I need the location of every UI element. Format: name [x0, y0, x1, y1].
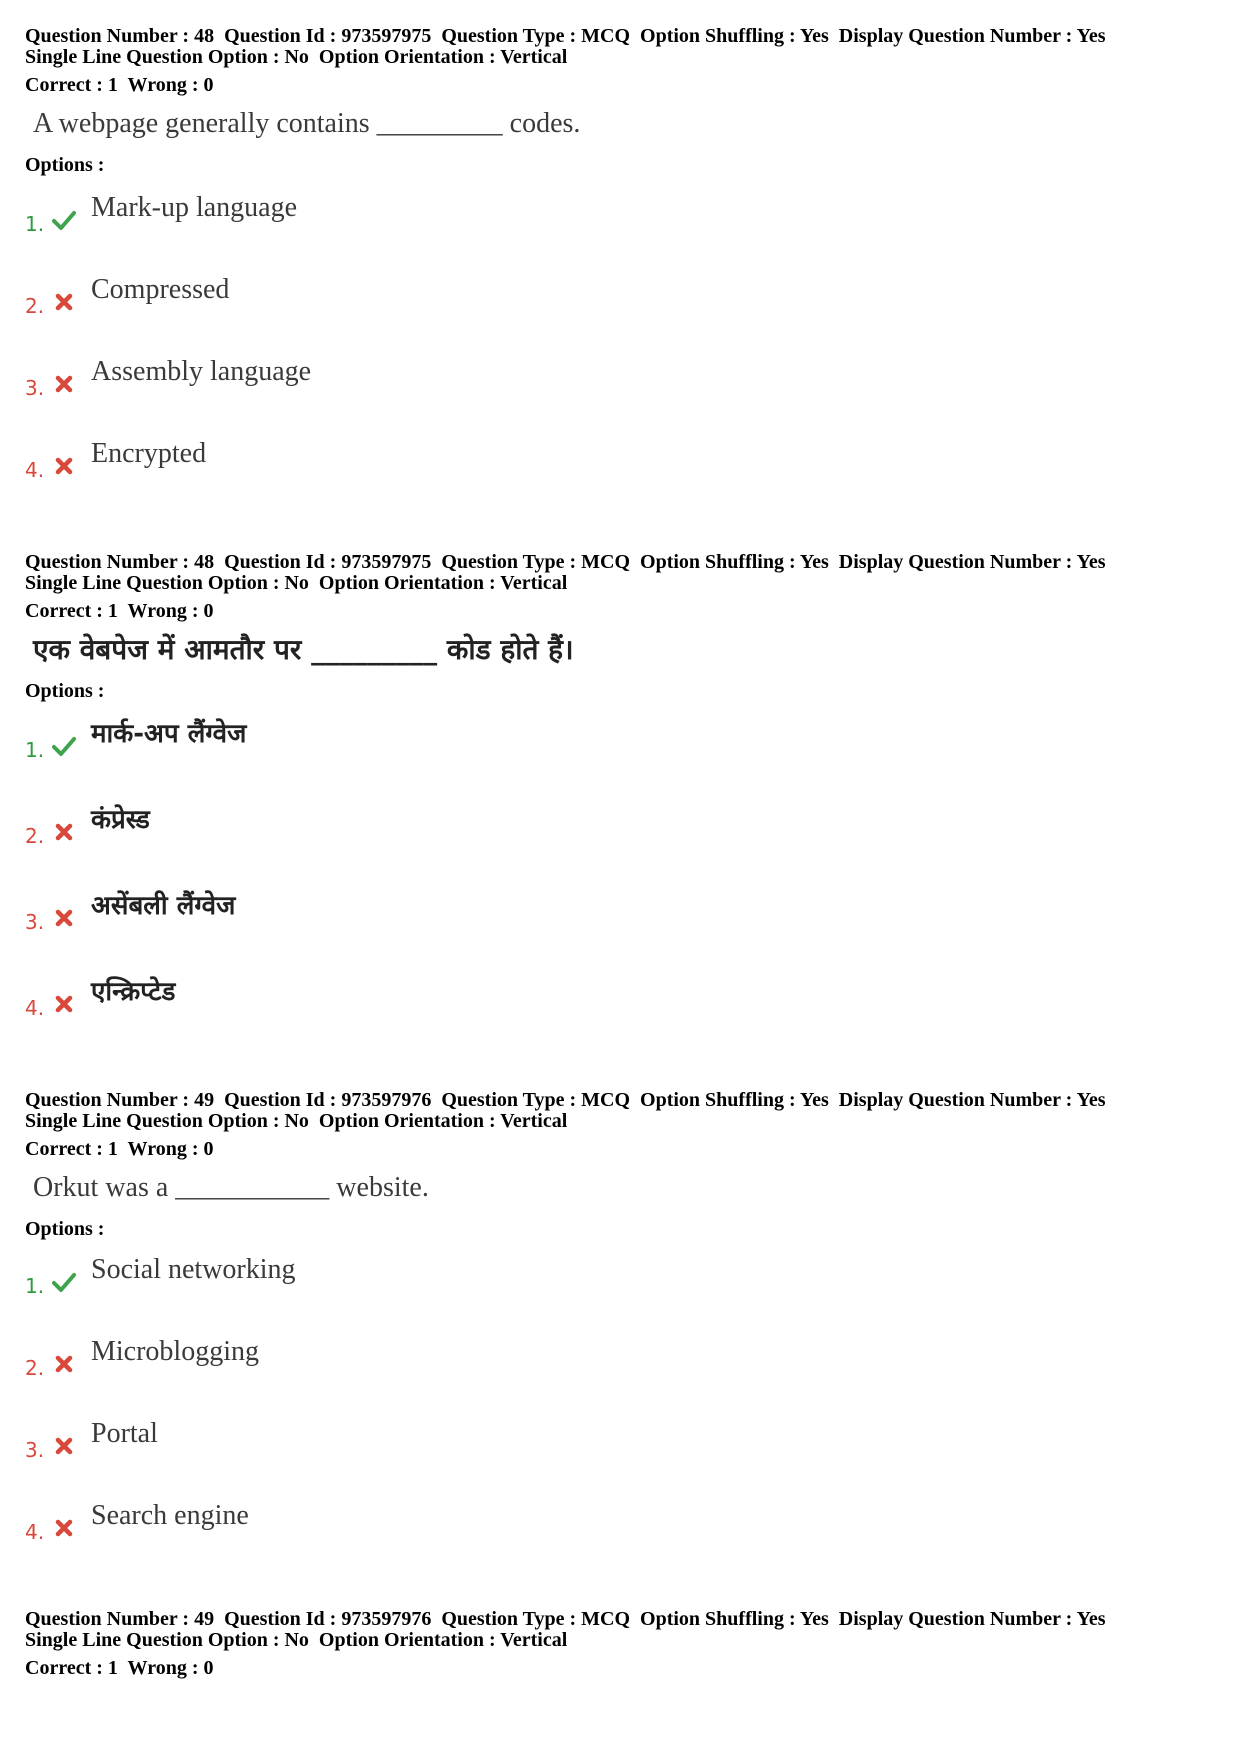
cross-icon: [51, 991, 77, 1017]
question-meta-line: Question Number : 49 Question Id : 973597976 Question Type : MCQ Option Shuffling : Yes Display Question Number : Yes: [25, 1089, 1106, 1111]
marking-scheme: Correct : 1 Wrong : 0: [25, 600, 214, 622]
question-meta-line: Question Number : 49 Question Id : 973597976 Question Type : MCQ Option Shuffling : Yes Display Question Number : Yes: [25, 1608, 1106, 1630]
option-text: Mark-up language: [91, 192, 298, 223]
option-text: असेंबली लैंग्वेज: [91, 891, 236, 921]
option-number: 3.: [25, 910, 45, 934]
cross-icon: [51, 1433, 77, 1459]
option-text: Compressed: [91, 274, 230, 305]
option-text: मार्क-अप लैंग्वेज: [91, 719, 247, 749]
option-number: 3.: [25, 376, 45, 400]
question-text: Orkut was a ___________ website.: [33, 1172, 429, 1203]
option-text: Assembly language: [91, 356, 312, 387]
cross-icon: [51, 1515, 77, 1541]
question-meta-line: Single Line Question Option : No Option Orientation : Vertical: [25, 572, 568, 594]
question-meta-line: Single Line Question Option : No Option Orientation : Vertical: [25, 1629, 568, 1651]
options-label: Options :: [25, 154, 105, 176]
question-block: [25, 26, 1215, 518]
option-number: 1.: [25, 738, 45, 762]
option-item: [25, 1498, 1215, 1580]
check-icon: [51, 733, 77, 759]
question-meta-line: Question Number : 48 Question Id : 973597975 Question Type : MCQ Option Shuffling : Yes Display Question Number : Yes: [25, 25, 1106, 47]
option-item: [25, 716, 1215, 802]
option-text: कंप्रेस्ड: [91, 805, 150, 835]
option-item: [25, 354, 1215, 436]
check-icon: [51, 207, 77, 233]
option-text: Search engine: [91, 1500, 249, 1531]
question-text: A webpage generally contains _________ codes.: [33, 108, 581, 139]
options-label: Options :: [25, 680, 105, 702]
cross-icon: [51, 1351, 77, 1377]
question-text: एक वेबपेज में आमतौर पर _________ कोड होते हैं।: [33, 633, 574, 666]
option-text: Portal: [91, 1418, 158, 1449]
question-block: [25, 1090, 1215, 1580]
option-number: 1.: [25, 212, 45, 236]
cross-icon: [51, 819, 77, 845]
option-number: 3.: [25, 1438, 45, 1462]
option-number: 4.: [25, 1520, 45, 1544]
question-meta-line: Single Line Question Option : No Option Orientation : Vertical: [25, 46, 568, 68]
option-text: Social networking: [91, 1254, 296, 1285]
option-number: 1.: [25, 1274, 45, 1298]
marking-scheme: Correct : 1 Wrong : 0: [25, 1138, 214, 1160]
option-item: [25, 272, 1215, 354]
cross-icon: [51, 453, 77, 479]
option-text: एन्क्रिप्टेड: [91, 977, 176, 1007]
option-text: Microblogging: [91, 1336, 259, 1367]
option-number: 4.: [25, 996, 45, 1020]
option-item: [25, 1334, 1215, 1416]
cross-icon: [51, 905, 77, 931]
question-block: [25, 1609, 1215, 1679]
option-item: [25, 888, 1215, 974]
check-icon: [51, 1269, 77, 1295]
cross-icon: [51, 289, 77, 315]
question-block: [25, 552, 1215, 1060]
option-number: 2.: [25, 824, 45, 848]
option-number: 4.: [25, 458, 45, 482]
cross-icon: [51, 371, 77, 397]
option-text: Encrypted: [91, 438, 207, 469]
option-item: [25, 190, 1215, 272]
option-item: [25, 802, 1215, 888]
marking-scheme: Correct : 1 Wrong : 0: [25, 1657, 214, 1679]
option-number: 2.: [25, 1356, 45, 1380]
options-label: Options :: [25, 1218, 105, 1240]
option-item: [25, 1252, 1215, 1334]
option-item: [25, 1416, 1215, 1498]
question-meta-line: Question Number : 48 Question Id : 973597975 Question Type : MCQ Option Shuffling : Yes Display Question Number : Yes: [25, 551, 1106, 573]
option-number: 2.: [25, 294, 45, 318]
question-meta-line: Single Line Question Option : No Option Orientation : Vertical: [25, 1110, 568, 1132]
marking-scheme: Correct : 1 Wrong : 0: [25, 74, 214, 96]
option-item: [25, 974, 1215, 1060]
option-item: [25, 436, 1215, 518]
